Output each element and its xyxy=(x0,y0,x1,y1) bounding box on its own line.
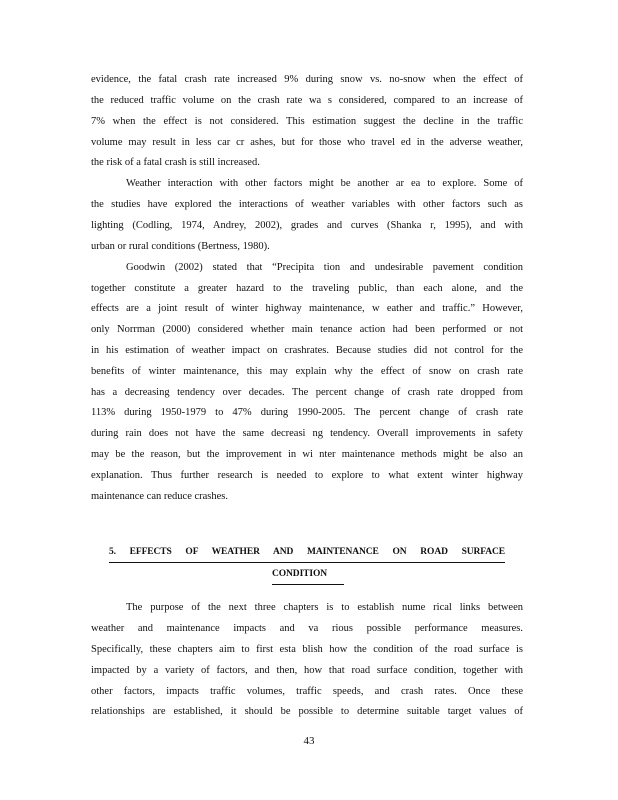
text-line: relationships are established, it should be possible to determine suitable target values of xyxy=(91,706,523,717)
text-line: may be the reason, but the improvement in wi nter maintenance methods might be also an xyxy=(91,449,523,460)
heading-word: ON xyxy=(392,547,407,557)
heading-word: 5. EFFECTS xyxy=(109,547,172,557)
text-line: effects are a joint result of winter highway maintenance, w eather and traffic.” However, xyxy=(91,303,523,314)
text-line: Specifically, these chapters aim to first esta blish how the condition of the road surface is xyxy=(91,644,523,655)
text-line: maintenance can reduce crashes. xyxy=(91,491,229,502)
text-line: in his estimation of weather impact on crashrates. Because studies did not control for the xyxy=(91,345,523,356)
text-line: the risk of a fatal crash is still increased. xyxy=(91,157,260,168)
heading-word: WEATHER xyxy=(211,547,260,557)
text-line: together constitute a greater hazard to the traveling public, than each alone, and the xyxy=(91,283,523,294)
text-line: The purpose of the next three chapters is to establish nume rical links between xyxy=(126,602,523,613)
page-number: 43 xyxy=(303,735,315,747)
text-line: 113% during 1950-1979 to 47% during 1990-2005. The percent change of crash rate xyxy=(91,407,523,418)
text-line: explanation. Thus further research is needed to explore to what extent winter highway xyxy=(91,470,523,481)
text-line: urban or rural conditions (Bertness, 1980). xyxy=(91,241,270,252)
section-heading xyxy=(109,547,505,563)
heading-word: OF xyxy=(185,547,199,557)
text-line: during rain does not have the same decreasi ng tendency. Overall improvements in safety xyxy=(91,428,523,439)
text-line: other factors, impacts traffic volumes, traffic speeds, and crash rates. Once these xyxy=(91,686,523,697)
heading-word: SURFACE xyxy=(461,547,506,557)
section-heading-continued: CONDITION xyxy=(272,569,344,585)
heading-word: ROAD xyxy=(420,547,448,557)
text-line: only Norrman (2000) considered whether main tenance action had been performed or not xyxy=(91,324,523,335)
text-line: the reduced traffic volume on the crash rate wa s considered, compared to an increase of xyxy=(91,95,523,106)
text-line: lighting (Codling, 1974, Andrey, 2002), grades and curves (Shanka r, 1995), and with xyxy=(91,220,523,231)
text-line: has a decreasing tendency over decades. The percent change of crash rate dropped from xyxy=(91,387,523,398)
text-line: Weather interaction with other factors might be another ar ea to explore. Some of xyxy=(126,178,523,189)
text-line: impacted by a variety of factors, and then, how that road surface condition, together with xyxy=(91,665,523,676)
text-line: evidence, the fatal crash rate increased 9% during snow vs. no-snow when the effect of xyxy=(91,74,523,85)
text-line: Goodwin (2002) stated that “Precipita tion and undesirable pavement condition xyxy=(126,262,523,273)
text-line: benefits of winter maintenance, this may explain why the effect of snow on crash rate xyxy=(91,366,523,377)
text-line: 7% when the effect is not considered. This estimation suggest the decline in the traffic xyxy=(91,116,523,127)
text-line: the studies have explored the interactions of weather variables with other factors such as xyxy=(91,199,523,210)
heading-word: MAINTENANCE xyxy=(307,547,379,557)
text-line: volume may result in less car cr ashes, but for those who travel ed in the adverse weather, xyxy=(91,137,523,148)
heading-word: AND xyxy=(273,547,294,557)
text-line: weather and maintenance impacts and va rious possible performance measures. xyxy=(91,623,523,634)
